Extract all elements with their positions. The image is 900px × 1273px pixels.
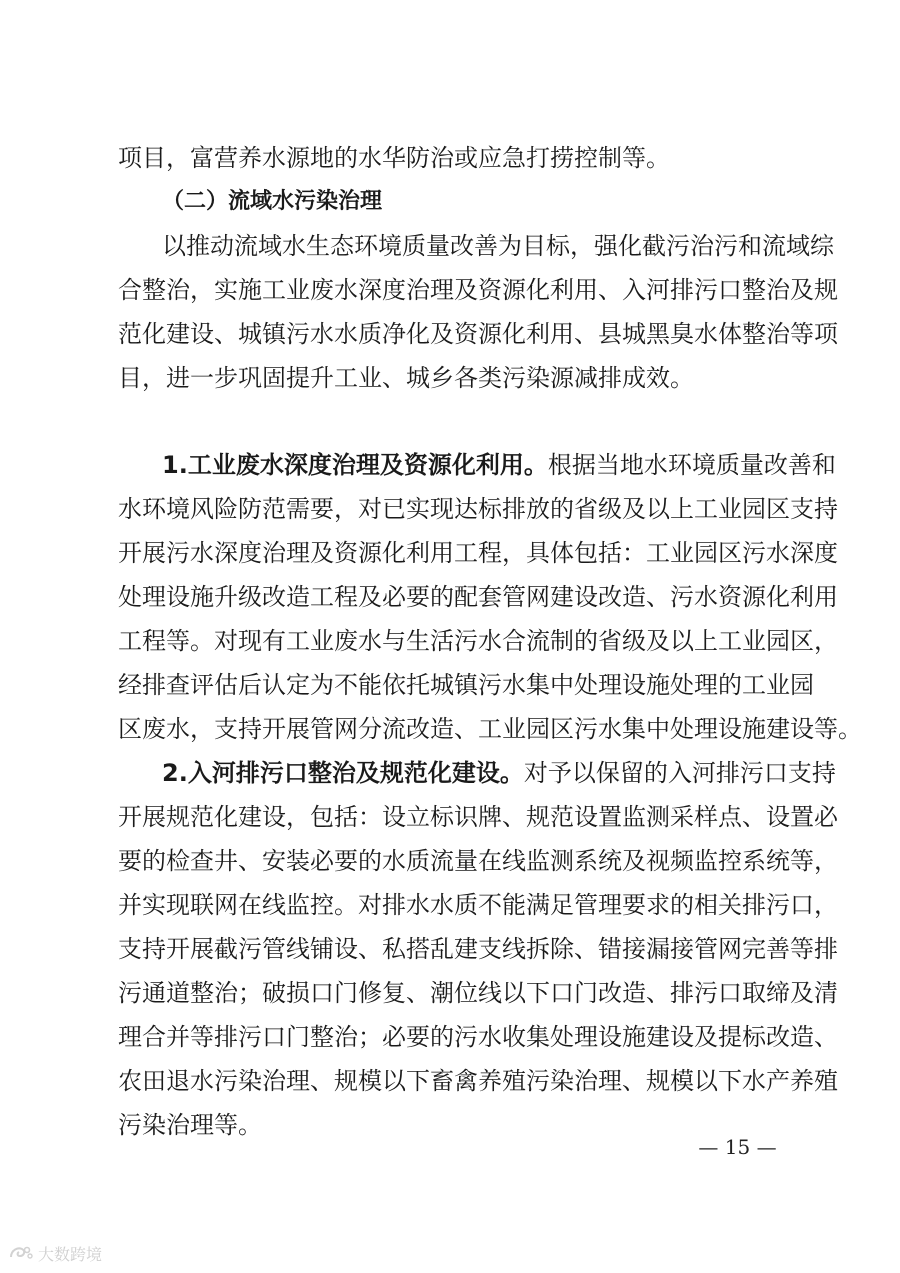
paragraph-line: 污染治理等。 — [118, 1111, 262, 1139]
item1-heading: 1.工业废水深度治理及资源化利用。 — [162, 451, 548, 479]
watermark-logo-icon — [8, 1243, 34, 1263]
paragraph-line: 要的检查井、安装必要的水质流量在线监测系统及视频监控系统等， — [118, 847, 838, 875]
paragraph-line: 污通道整治；破损口门修复、潮位线以下口门改造、排污口取缔及清 — [118, 979, 838, 1007]
paragraph-line: 区废水，支持开展管网分流改造、工业园区污水集中处理设施建设等。 — [118, 715, 862, 743]
watermark-text: 大数跨境 — [38, 1244, 103, 1264]
paragraph-line: 理合并等排污口门整治；必要的污水收集处理设施建设及提标改造、 — [118, 1023, 838, 1051]
paragraph-line: 2.入河排污口整治及规范化建设。对予以保留的入河排污口支持 — [162, 759, 836, 787]
item2-heading: 2.入河排污口整治及规范化建设。 — [162, 759, 524, 787]
paragraph-line: 合整治，实施工业废水深度治理及资源化利用、入河排污口整治及规 — [118, 276, 838, 304]
paragraph-line: 工程等。对现有工业废水与生活污水合流制的省级及以上工业园区， — [118, 627, 838, 655]
paragraph-line: 开展规范化建设，包括：设立标识牌、规范设置监测采样点、设置必 — [118, 803, 838, 831]
paragraph-line: 范化建设、城镇污水水质净化及资源化利用、县城黑臭水体整治等项 — [118, 320, 838, 348]
paragraph-line: 1.工业废水深度治理及资源化利用。根据当地水环境质量改善和 — [162, 451, 836, 479]
paragraph-line: 经排查评估后认定为不能依托城镇污水集中处理设施处理的工业园 — [118, 671, 814, 699]
page-number: — 15 — — [698, 1135, 777, 1159]
watermark — [8, 1240, 120, 1266]
paragraph-line: 农田退水污染治理、规模以下畜禽养殖污染治理、规模以下水产养殖 — [118, 1067, 838, 1095]
paragraph-line: 支持开展截污管线铺设、私搭乱建支线拆除、错接漏接管网完善等排 — [118, 935, 838, 963]
paragraph-line: 目，进一步巩固提升工业、城乡各类污染源减排成效。 — [118, 364, 694, 392]
paragraph-line: 项目，富营养水源地的水华防治或应急打捞控制等。 — [118, 144, 670, 172]
paragraph-line: 并实现联网在线监控。对排水水质不能满足管理要求的相关排污口， — [118, 891, 838, 919]
section-heading: （二）流域水污染治理 — [162, 189, 383, 214]
paragraph-line: 水环境风险防范需要，对已实现达标排放的省级及以上工业园区支持 — [118, 495, 838, 523]
paragraph-line: 以推动流域水生态环境质量改善为目标，强化截污治污和流域综 — [162, 232, 834, 260]
paragraph-line: 处理设施升级改造工程及必要的配套管网建设改造、污水资源化利用 — [118, 583, 838, 611]
paragraph-line: 开展污水深度治理及资源化利用工程，具体包括：工业园区污水深度 — [118, 539, 838, 567]
